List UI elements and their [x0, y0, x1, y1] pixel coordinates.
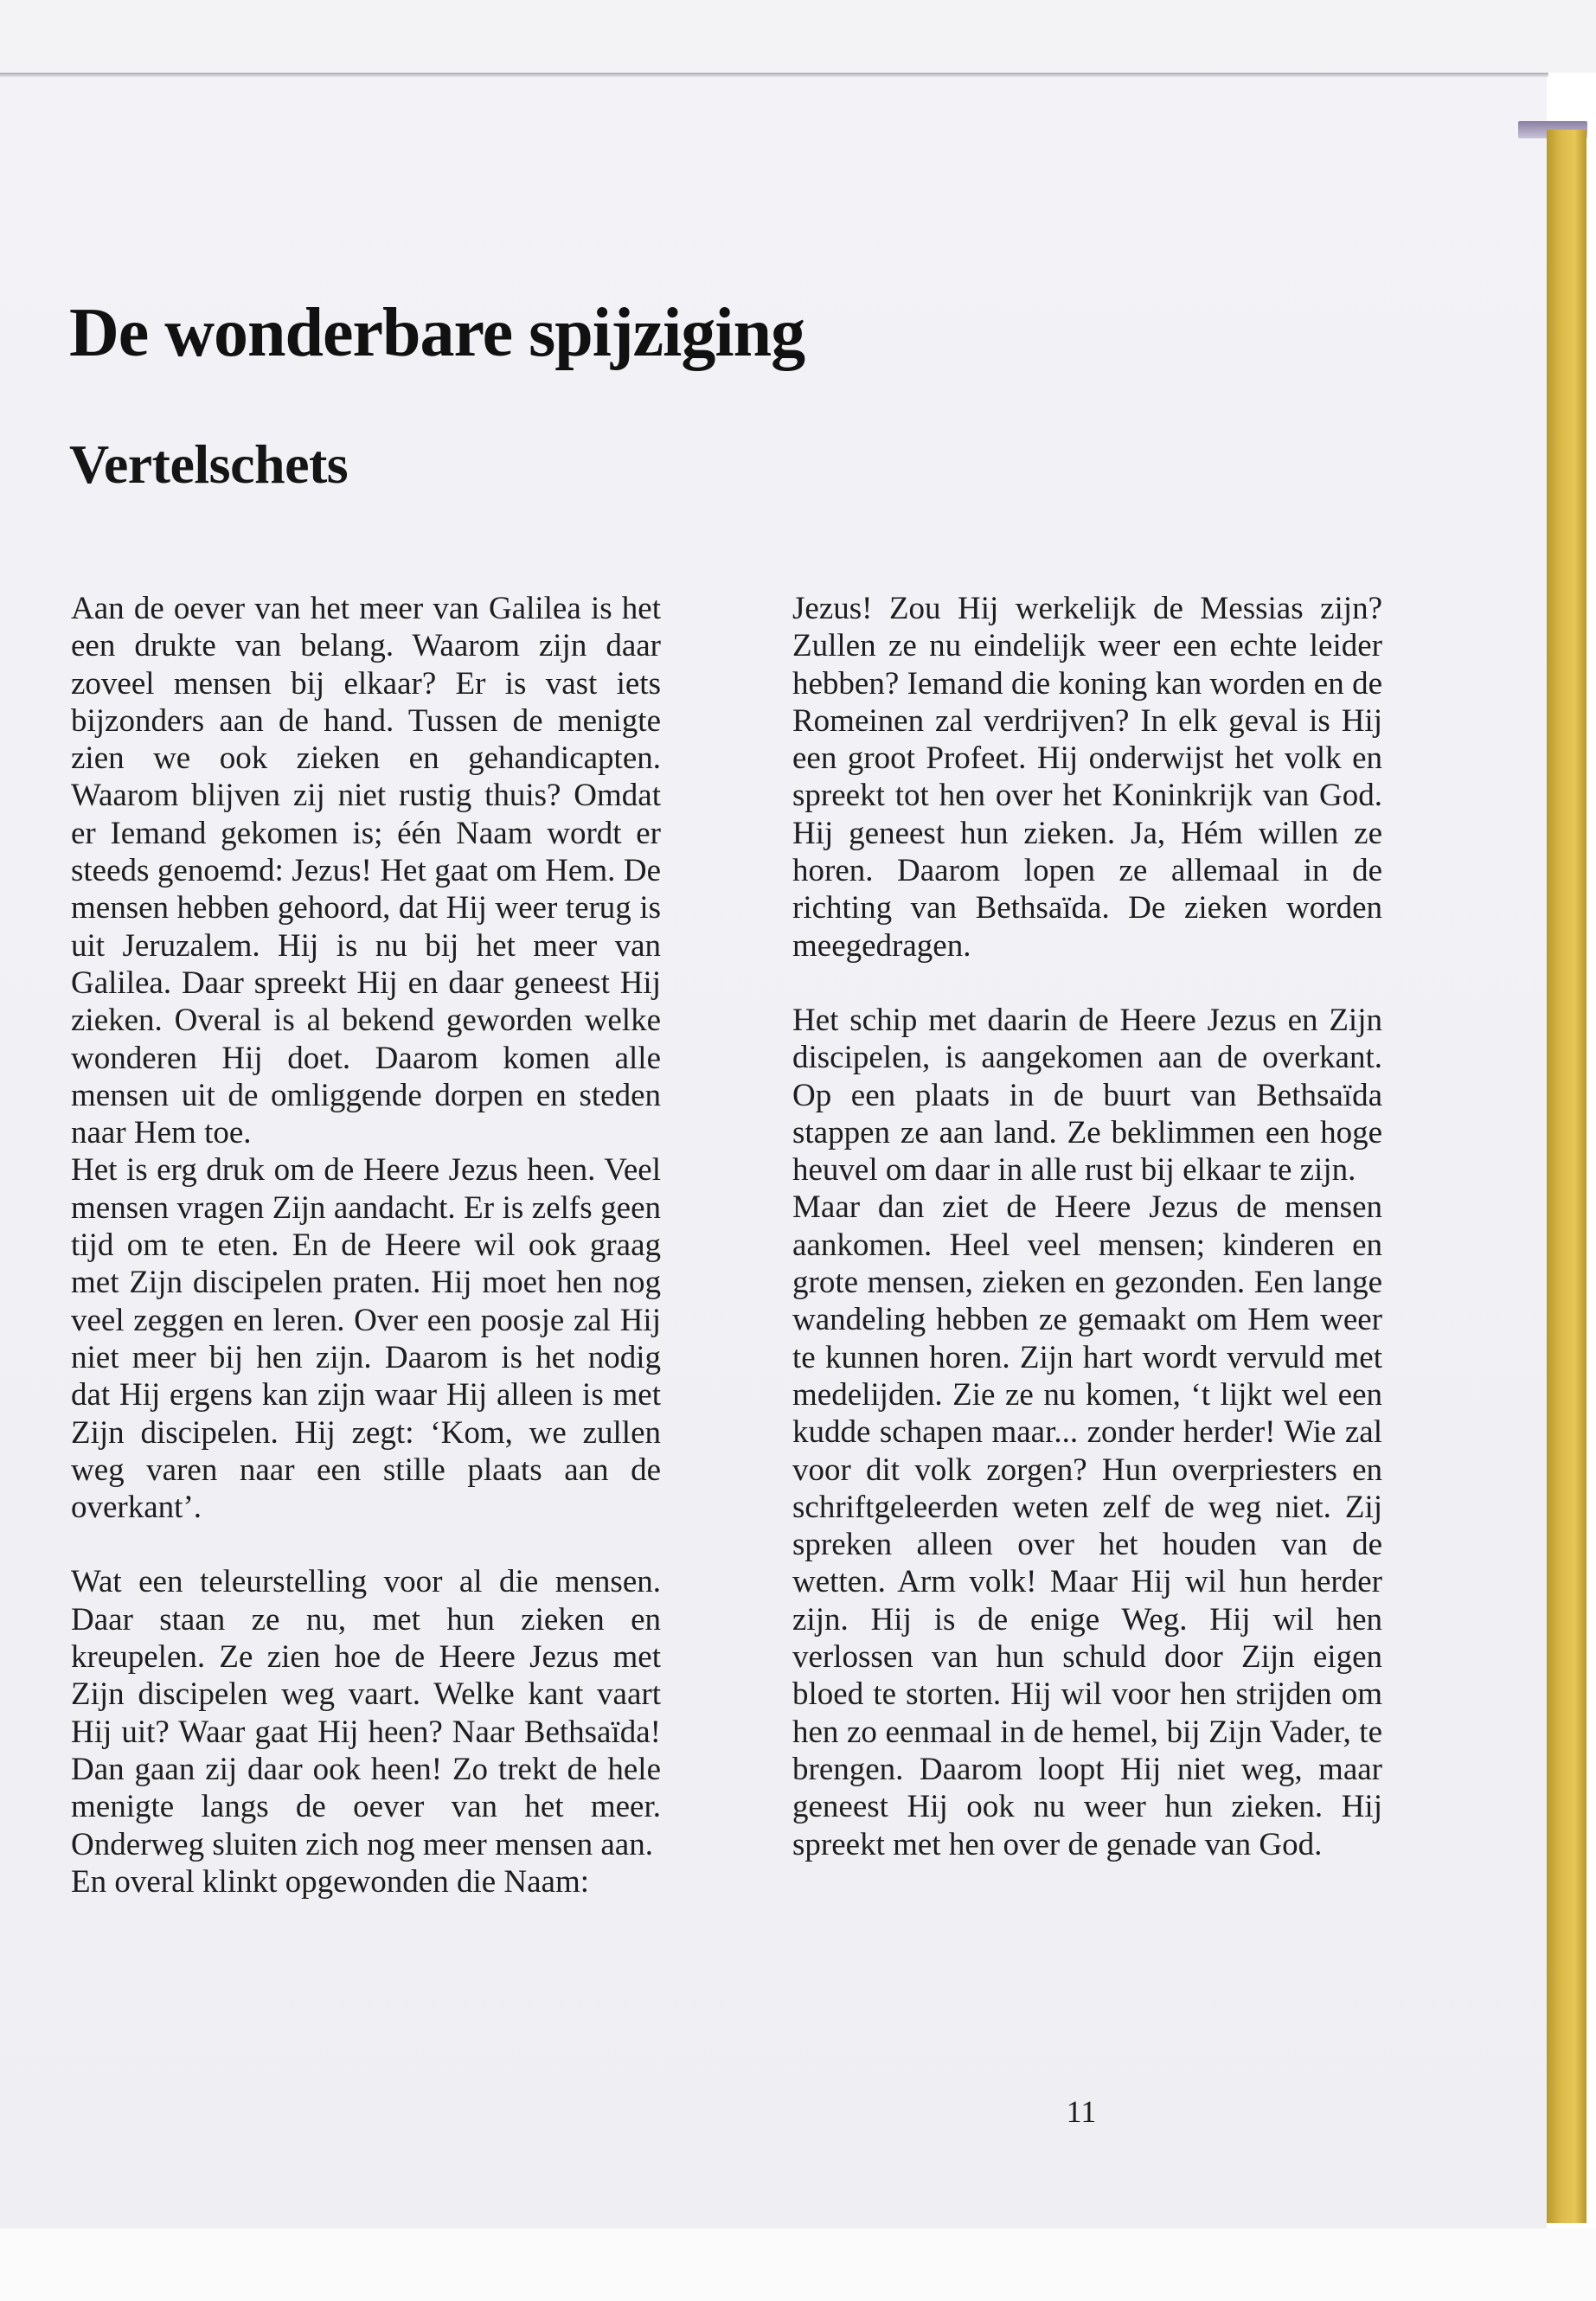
- section-subtitle: Vertelschets: [69, 433, 349, 495]
- paragraph: Wat een teleurstelling voor al die mensen. Daar staan ze nu, met hun zieken en kreupelen. Ze zien hoe de Heere Jezus met Zijn discipelen weg vaart. Welke kant vaart Hij uit? Waar gaat Hij heen? Naar Bethsaïda! Dan gaan zij daar ook heen! Zo trekt de hele menigte langs de oever van het meer. Onderweg sluiten zich nog meer mensen aan.: [71, 1564, 661, 1862]
- paragraph: En overal klinkt opgewonden die Naam:: [71, 1863, 590, 1900]
- scan-background-top: [0, 0, 1596, 73]
- page-title: De wonderbare spijziging: [69, 295, 805, 371]
- page-edge-shadow: [0, 73, 1548, 78]
- scan-background-bottom: [0, 2228, 1596, 2301]
- paragraph: Aan de oever van het meer van Galilea is het een drukte van belang. Waarom zijn daar zoveel mensen bij elkaar? Er is vast iets bijzonders aan de hand. Tussen de menigte zien we ook zieken en gehandicapten. Waarom blijven zij niet rustig thuis? Omdat er Iemand gekomen is; één Naam wordt er steeds genoemd: Jezus! Het gaat om Hem. De mensen hebben gehoord, dat Hij weer terug is uit Jeruzalem. Hij is nu bij het meer van Galilea. Daar spreekt Hij en daar geneest Hij zieken. Overal is al bekend geworden welke wonderen Hij doet. Daarom komen alle mensen uit de omliggende dorpen en steden naar Hem toe.: [71, 591, 661, 1151]
- page-number: 11: [1066, 2094, 1097, 2129]
- paragraph: Het schip met daarin de Heere Jezus en Zijn discipelen, is aangekomen aan de overkant. Op een plaats in de buurt van Bethsaïda stappen ze aan land. Ze beklimmen een hoge heuvel om daar in alle rust bij elkaar te zijn.: [792, 1002, 1382, 1189]
- paragraph: Jezus! Zou Hij werkelijk de Messias zijn? Zullen ze nu eindelijk weer een echte leider hebben? Iemand die koning kan worden en de Romeinen zal verdrijven? In elk geval is Hij een groot Profeet. Hij onderwijst het volk en spreekt tot hen over het Koninkrijk van God. Hij geneest hun zieken. Ja, Hém willen ze horen. Daarom lopen ze allemaal in de richting van Bethsaïda. De zieken worden meegedragen.: [792, 591, 1382, 964]
- right-column: [792, 590, 1382, 1863]
- book-spine: [1547, 130, 1586, 2223]
- left-column: [71, 590, 661, 1900]
- paragraph: Maar dan ziet de Heere Jezus de mensen aankomen. Heel veel mensen; kinderen en grote mensen, zieken en gezonden. Een lange wandeling hebben ze gemaakt om Hem weer te kunnen horen. Zijn hart wordt vervuld met medelijden. Zie ze nu komen, ‘t lijkt wel een kudde schapen maar... zonder herder! Wie zal voor dit volk zorgen? Hun overpriesters en schriftgeleerden weten zelf de weg niet. Zij spreken alleen over het houden van de wetten. Arm volk! Maar Hij wil hun herder zijn. Hij is de enige Weg. Hij wil hen verlossen van hun schuld door Zijn eigen bloed te storten. Hij wil voor hen strijden om hen zo eenmaal in de hemel, bij Zijn Vader, te brengen. Daarom loopt Hij niet weg, maar geneest Hij ook nu weer hun zieken. Hij spreekt met hen over de genade van God.: [792, 1189, 1382, 1862]
- paragraph: Het is erg druk om de Heere Jezus heen. Veel mensen vragen Zijn aandacht. Er is zelfs geen tijd om te eten. En de Heere wil ook graag met Zijn discipelen praten. Hij moet hen nog veel zeggen en leren. Over een poosje zal Hij niet meer bij hen zijn. Daarom is het nodig dat Hij ergens kan zijn waar Hij alleen is met Zijn discipelen. Hij zegt: ‘Kom, we zullen weg varen naar een stille plaats aan de overkant’.: [71, 1152, 661, 1526]
